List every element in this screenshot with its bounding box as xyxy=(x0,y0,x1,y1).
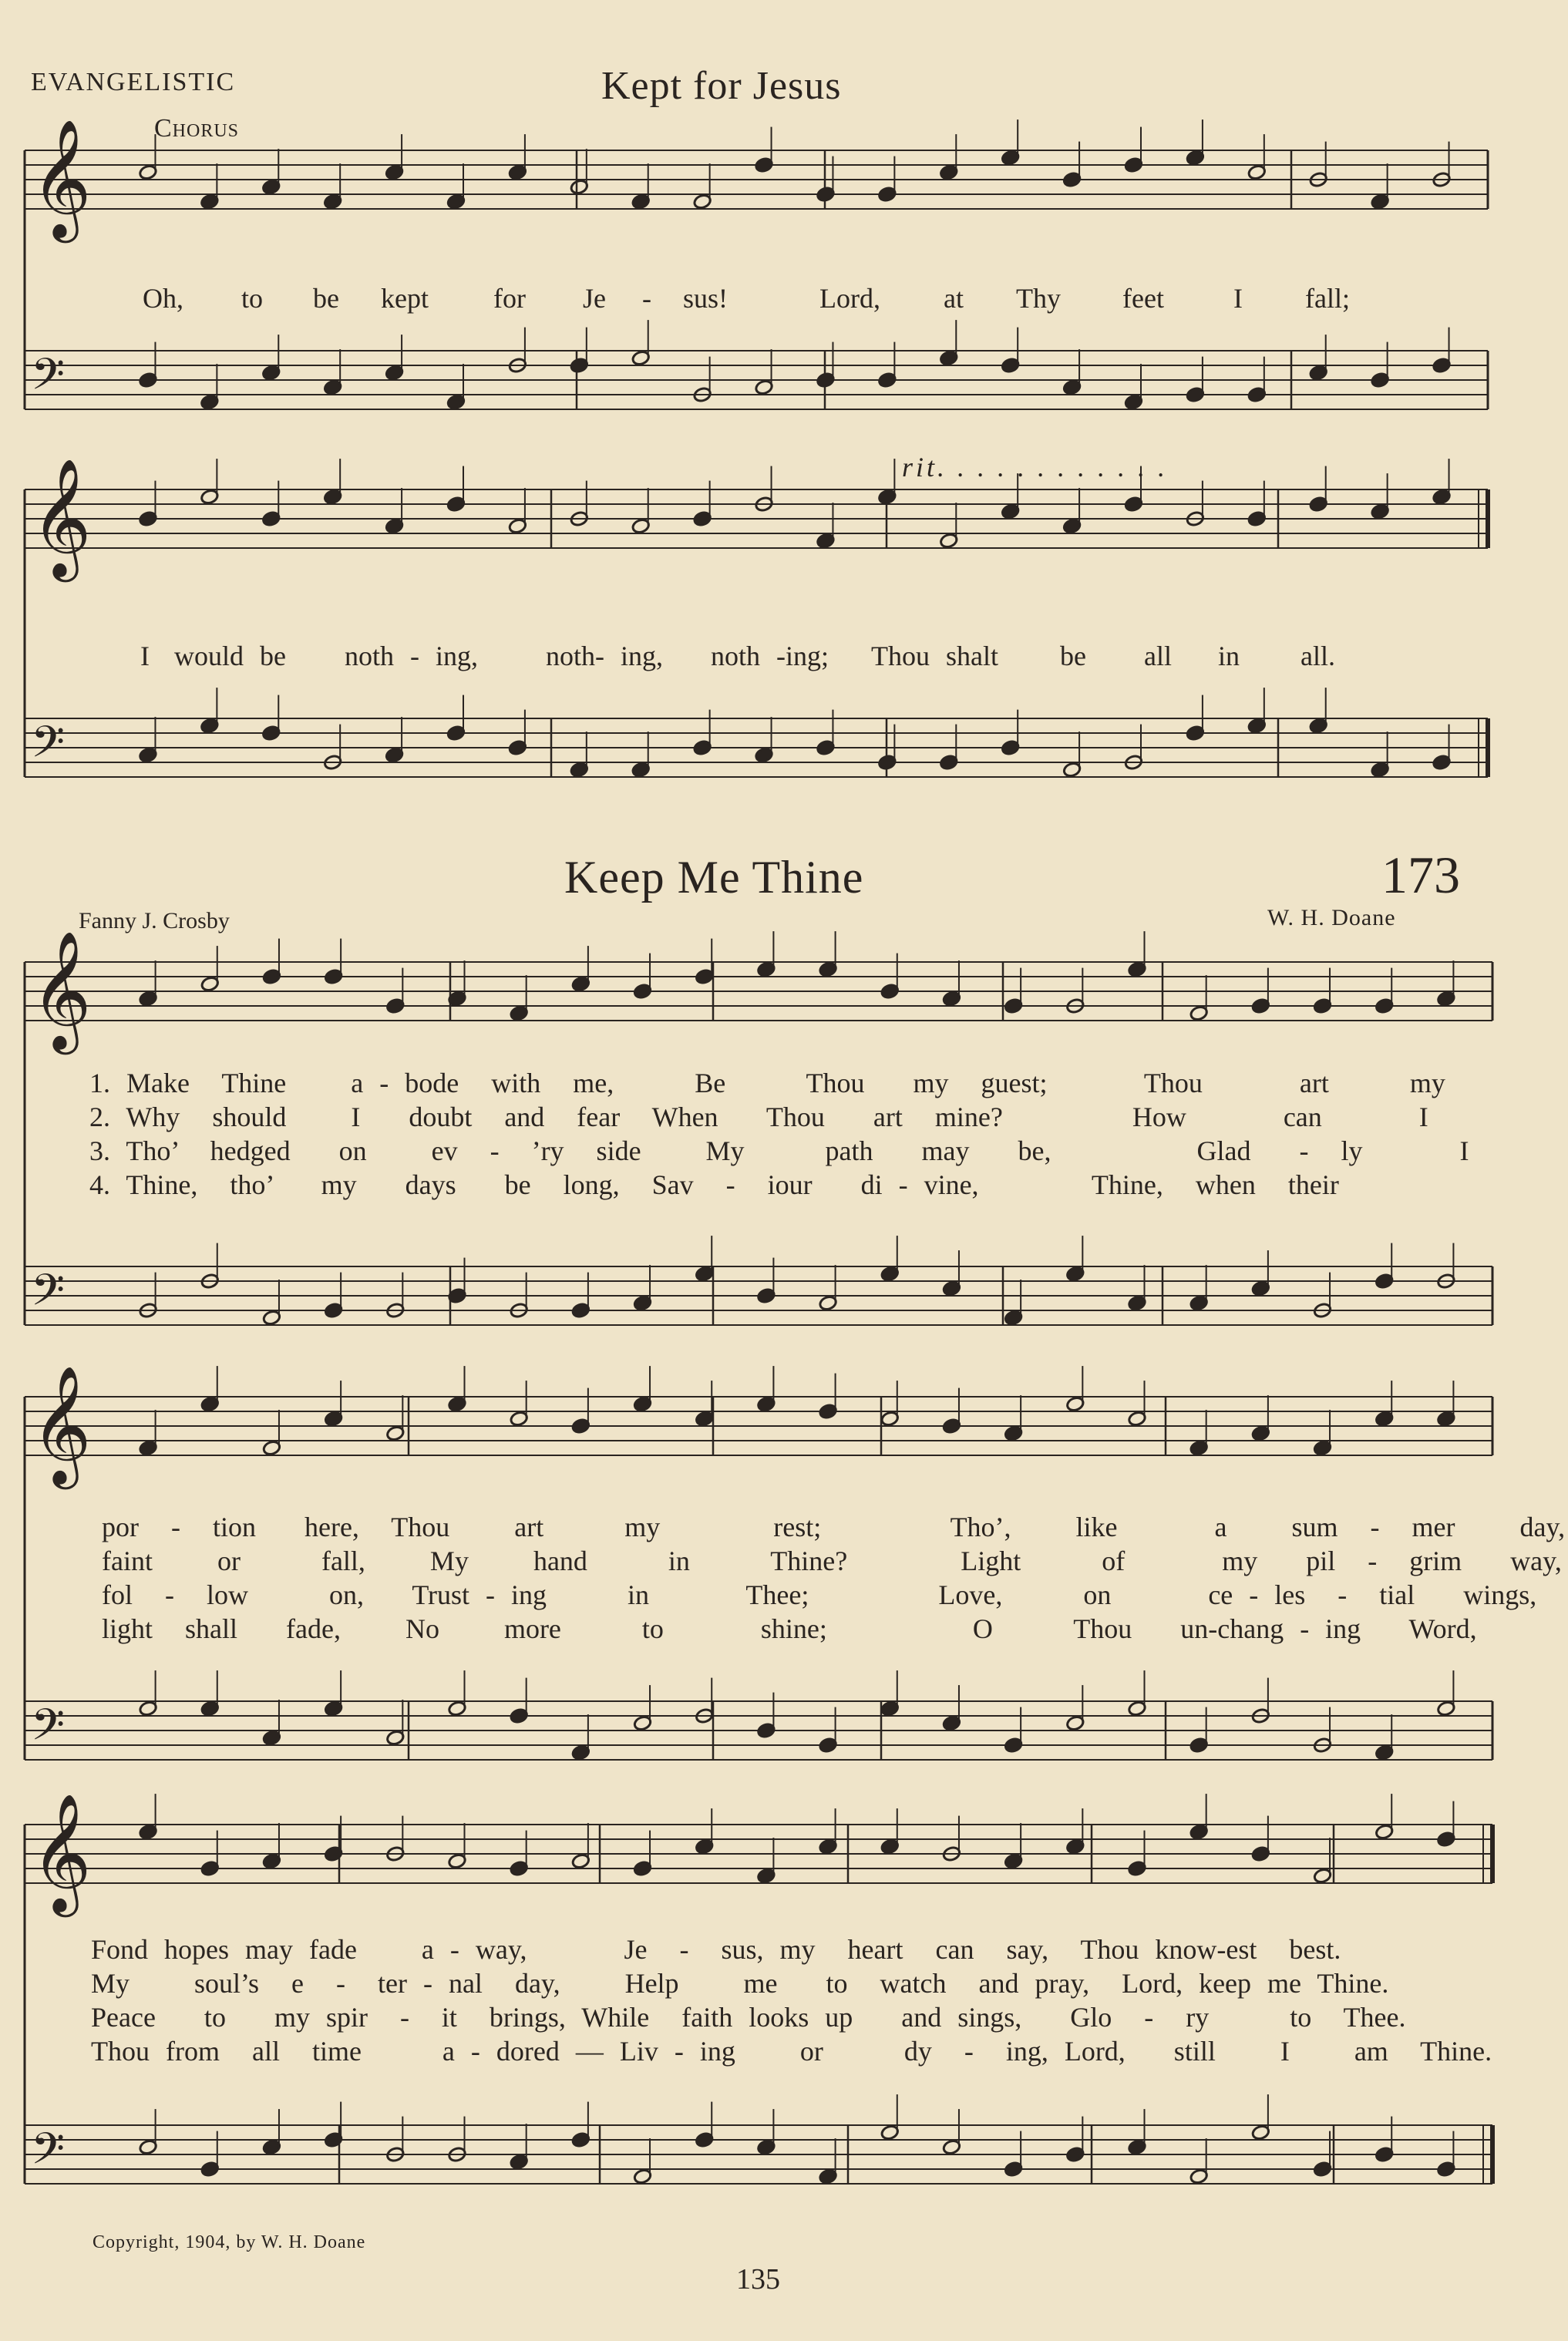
bass-clef: 𝄢 xyxy=(31,349,65,411)
lyricist-credit: Fanny J. Crosby xyxy=(79,908,230,933)
treble-staff xyxy=(25,150,1488,209)
chorus-label: Chorus xyxy=(154,114,240,143)
hymn-number: 173 xyxy=(1381,846,1460,904)
treble-clef: 𝄞 xyxy=(31,458,92,577)
verse-line: por - tion here, Thou art my rest; Tho’, like a sum - mer day, xyxy=(102,1512,1566,1542)
bass-clef: 𝄢 xyxy=(31,1700,65,1761)
bass-clef: 𝄢 xyxy=(31,717,65,779)
lyric-word: would be xyxy=(174,641,286,671)
verse-line: faint or fall, My hand in Thine? Light of my pil - grim way, xyxy=(102,1546,1562,1576)
lyric-word: all. xyxy=(1300,641,1335,671)
verse-line: 4. Thine, tho’ my days be long, Sav - iour di - vine, Thine, when their xyxy=(89,1169,1339,1200)
composer-credit: W. H. Doane xyxy=(1267,905,1396,930)
lyric-word: be xyxy=(313,283,339,314)
lyric-word: Lord, xyxy=(819,283,880,314)
category-label: EVANGELISTIC xyxy=(31,68,236,96)
bass-clef: 𝄢 xyxy=(31,2124,65,2185)
verse-line: light shall fade, No more to shine; O Thou un-chang - ing Word, xyxy=(102,1613,1477,1644)
hymn1-title: Kept for Jesus xyxy=(601,64,842,108)
verse-line: fol - low on, Trust - ing in Thee; Love, on ce - les - tial wings, xyxy=(102,1579,1537,1610)
treble-staff xyxy=(25,489,1488,548)
bass-staff xyxy=(25,718,1488,777)
lyric-word: kept xyxy=(381,283,429,314)
lyric-word: noth -ing; xyxy=(711,641,829,671)
lyric-word: I xyxy=(1233,283,1243,314)
treble-clef: 𝄞 xyxy=(31,1793,92,1912)
treble-clef: 𝄞 xyxy=(31,1365,92,1485)
tempo-marking: rit. . . . . . . . . . . . xyxy=(902,452,1169,483)
verse-line: Thou from all time a - dored — Liv - ing or dy - ing, Lord, still I am Thine. xyxy=(91,2036,1492,2067)
lyric-word: feet xyxy=(1122,283,1164,314)
verse-line: My soul’s e - ter - nal day, Help me to watch and pray, Lord, keep me Thine. xyxy=(91,1968,1389,1999)
verse-line: 3. Tho’ hedged on ev - ’ry side My path may be, Glad - ly I xyxy=(89,1135,1469,1166)
lyric-word: Thou shalt xyxy=(871,641,998,671)
treble-clef: 𝄞 xyxy=(31,930,92,1050)
verse-line: Peace to my spir - it brings, While faith looks up and sings, Glo - ry to Thee. xyxy=(91,2002,1406,2033)
lyric-word: at xyxy=(944,283,964,314)
lyric-word: - xyxy=(642,283,651,314)
lyric-word: I xyxy=(140,641,150,671)
lyric-word: noth- ing, xyxy=(546,641,663,671)
hymn2-title: Keep Me Thine xyxy=(564,852,864,903)
lyric-word: in xyxy=(1218,641,1240,671)
lyric-word: to xyxy=(241,283,264,314)
verse-line: 2. Why should I doubt and fear When Thou art mine? How can I xyxy=(89,1102,1428,1132)
verse-line: Fond hopes may fade a - way, Je - sus, my heart can say, Thou know-est best. xyxy=(91,1934,1341,1965)
lyric-word: all xyxy=(1144,641,1172,671)
copyright-notice: Copyright, 1904, by W. H. Doane xyxy=(93,2232,366,2252)
bass-staff xyxy=(25,351,1488,409)
lyric-word: noth - ing, xyxy=(345,641,478,671)
verse-line: 1. Make Thine a - bode with me, Be Thou my guest; Thou art my xyxy=(89,1068,1445,1098)
lyric-word: Je xyxy=(583,283,606,314)
bass-clef: 𝄢 xyxy=(31,1265,65,1327)
treble-clef: 𝄞 xyxy=(31,119,92,238)
lyric-word: fall; xyxy=(1305,283,1350,314)
bass-staff xyxy=(25,2125,1492,2184)
lyric-word: Thy xyxy=(1016,283,1061,314)
page-number: 135 xyxy=(736,2263,780,2296)
lyric-word: be xyxy=(1060,641,1086,671)
lyric-word: Oh, xyxy=(143,283,183,314)
lyric-word: sus! xyxy=(683,283,728,314)
lyric-word: for xyxy=(493,283,526,314)
